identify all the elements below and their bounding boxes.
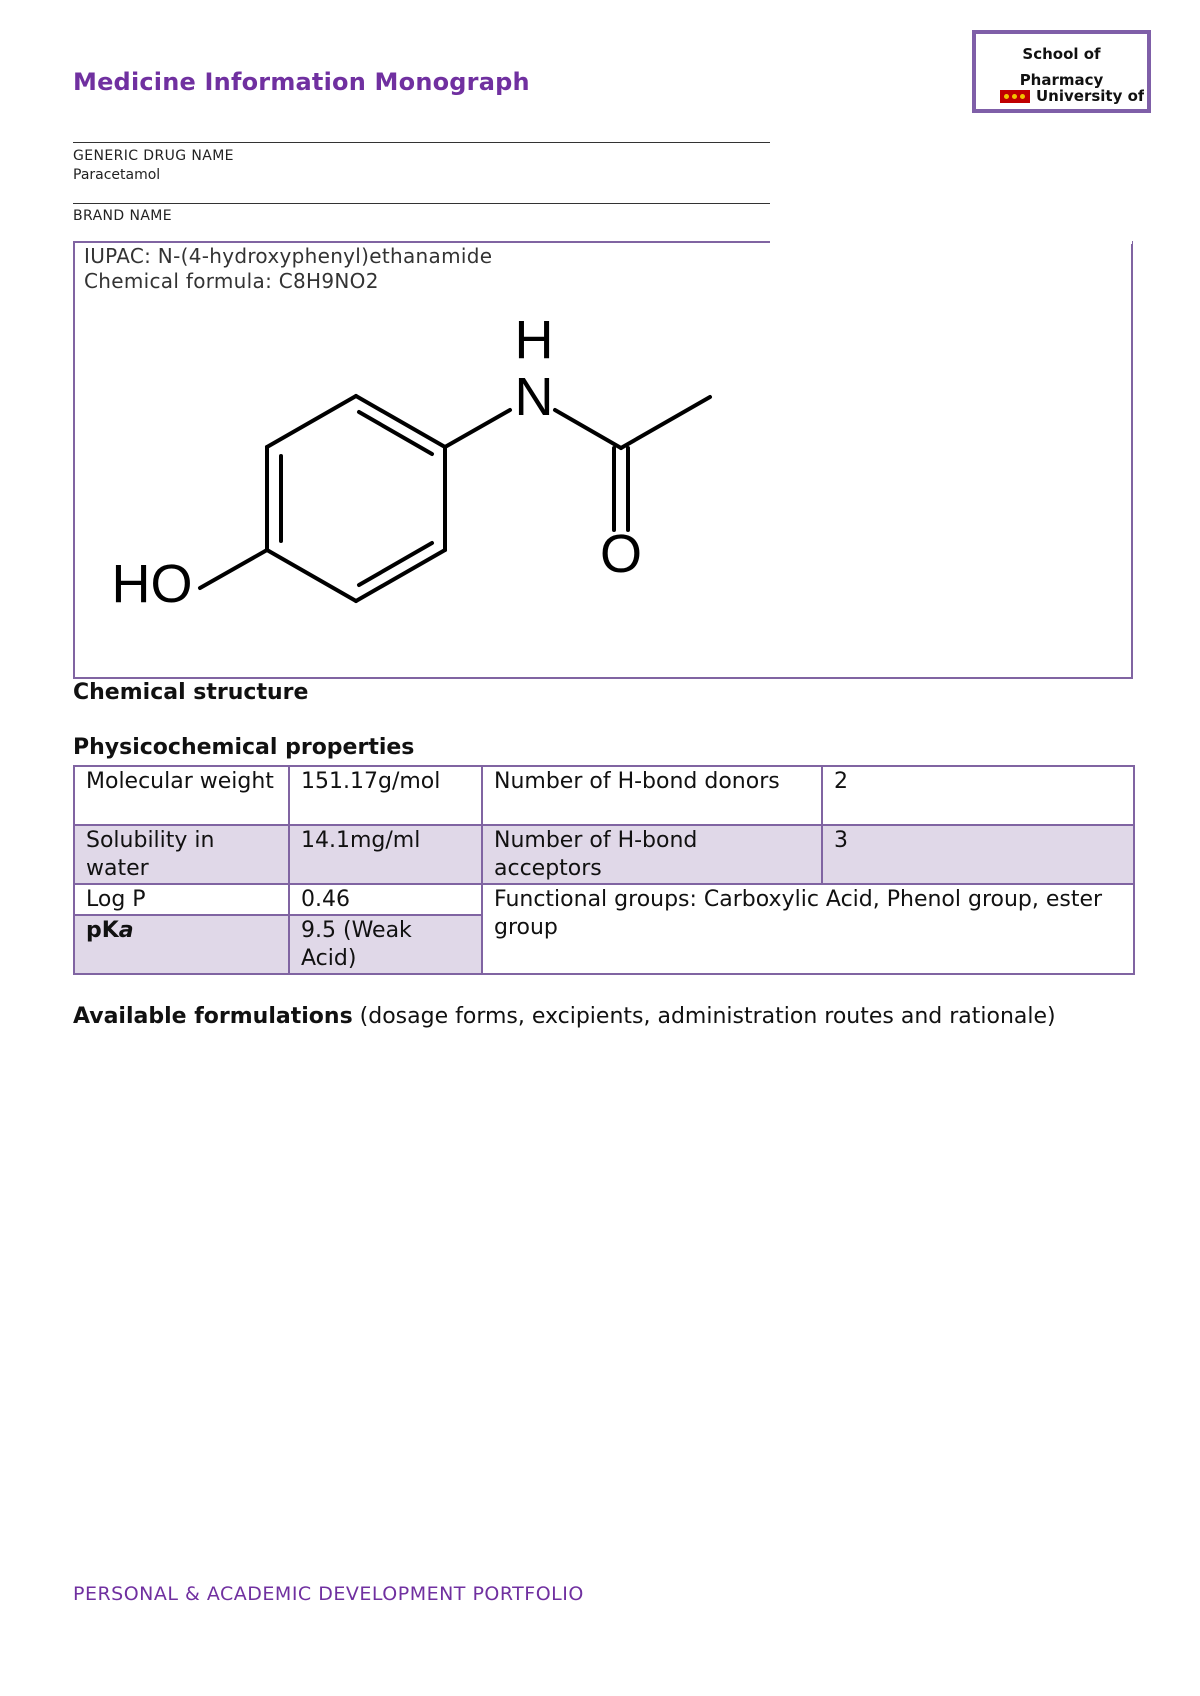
formulations-heading: Available formulations (73, 1004, 353, 1029)
paracetamol-molecule-diagram (90, 300, 740, 640)
logo-line-school: School of (1022, 45, 1101, 63)
generic-drug-name-label: GENERIC DRUG NAME (73, 148, 234, 164)
chemical-formula: Chemical formula: C8H9NO2 (84, 269, 379, 293)
brand-name-label: BRAND NAME (73, 208, 173, 224)
field-divider (73, 203, 770, 204)
formulations-description: (dosage forms, excipients, administration routes and rationale) (352, 1004, 1056, 1029)
oxygen-label: O (599, 524, 643, 584)
hydroxyl-label: HO (111, 554, 193, 614)
chemical-structure-heading: Chemical structure (73, 680, 309, 705)
crest-icon (1000, 90, 1030, 103)
solubility-value: 14.1mg/ml (289, 825, 482, 884)
field-divider (73, 142, 770, 143)
table-row (74, 825, 1134, 884)
hbond-acceptors-label: Number of H-bond acceptors (482, 825, 822, 884)
school-logo (972, 30, 1151, 113)
solubility-label: Solubility in water (74, 825, 289, 884)
logp-value: 0.46 (289, 884, 482, 915)
logp-label: Log P (74, 884, 289, 915)
table-row (74, 884, 1134, 915)
hydrogen-label: H (514, 310, 554, 370)
nitrogen-label: N (514, 367, 554, 427)
physicochemical-table (73, 765, 1135, 975)
functional-groups: Functional groups: Carboxylic Acid, Phenol group, ester group (482, 884, 1134, 974)
generic-drug-name-value: Paracetamol (73, 167, 161, 183)
molecular-weight-value: 151.17g/mol (289, 766, 482, 825)
logo-line-pharmacy: Pharmacy (1019, 71, 1104, 89)
hbond-donors-label: Number of H-bond donors (482, 766, 822, 825)
structure-box-gap (770, 236, 1132, 244)
iupac-name: IUPAC: N-(4-hydroxyphenyl)ethanamide (84, 244, 493, 268)
hbond-acceptors-value: 3 (822, 825, 1134, 884)
molecular-weight-label: Molecular weight (74, 766, 289, 825)
logo-line-university: University of (1036, 88, 1145, 105)
hbond-donors-value: 2 (822, 766, 1134, 825)
pka-label: pKa (74, 915, 289, 974)
document-title: Medicine Information Monograph (73, 68, 530, 96)
logo-university (1000, 88, 1144, 113)
pka-value: 9.5 (Weak Acid) (289, 915, 482, 974)
physicochemical-heading: Physicochemical properties (73, 735, 415, 760)
table-row (74, 766, 1134, 825)
footer-text: PERSONAL & ACADEMIC DEVELOPMENT PORTFOLIO (73, 1583, 584, 1605)
available-formulations (73, 1003, 1093, 1031)
